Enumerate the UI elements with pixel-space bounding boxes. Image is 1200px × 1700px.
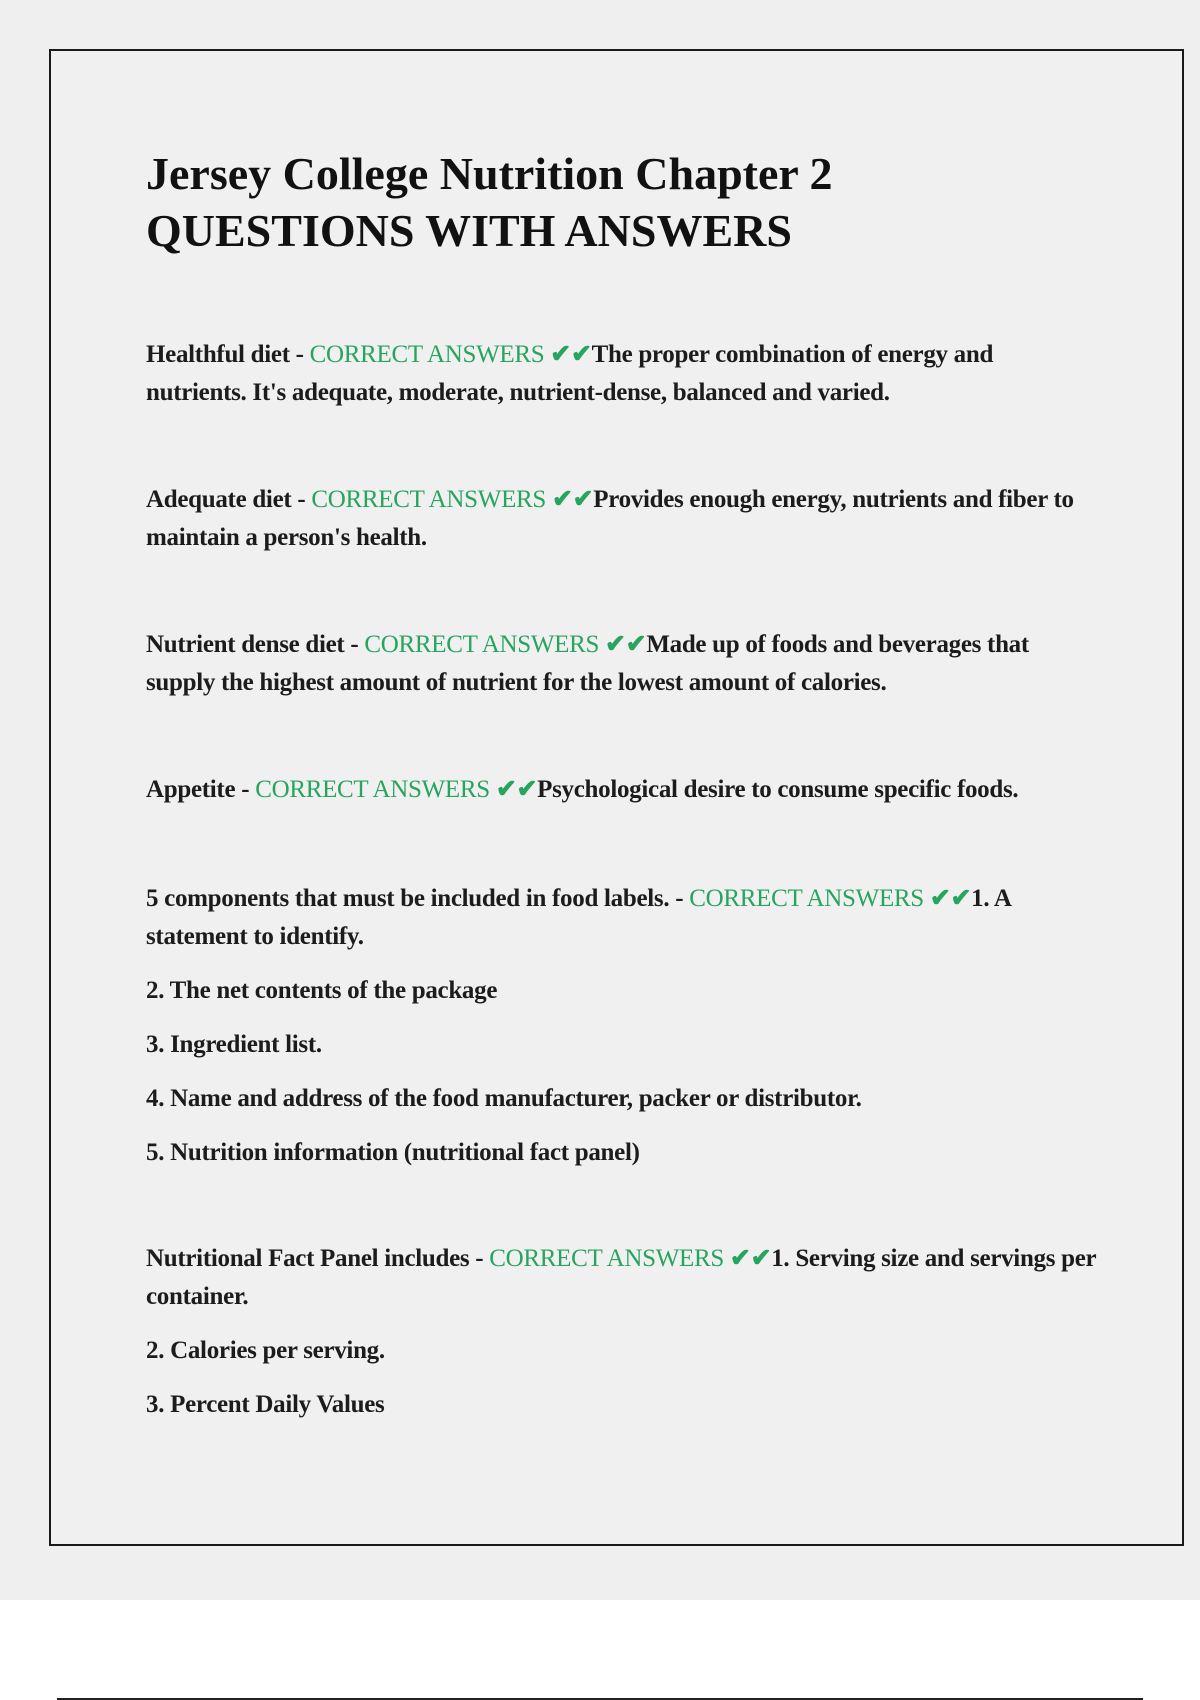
qa-item [146,336,1096,412]
checkmark-icon: ✔✔ [929,885,972,912]
list-item: 4. Name and address of the food manufacturer, packer or distributor. [146,1085,862,1112]
qa-answer: Psychological desire to consume specific foods. [537,776,1019,803]
qa-answer: Made up of foods and beverages that supply the highest amount of nutrient for the lowest amount of calories. [146,631,1029,696]
qa-item [146,771,1096,809]
checkmark-icon: ✔✔ [729,1245,772,1272]
qa-item [146,1240,1096,1424]
qa-separator: - [669,885,690,912]
title-line-2: QUESTIONS WITH ANSWERS [146,205,792,256]
correct-answers-label: CORRECT ANSWERS [364,631,600,658]
qa-term: Nutritional Fact Panel includes [146,1245,470,1272]
correct-answers-label: CORRECT ANSWERS [311,486,547,513]
qa-separator: - [344,631,365,658]
qa-separator: - [469,1245,490,1272]
qa-answer: 1. Serving size and servings per container. [146,1245,1096,1310]
correct-answers-label: CORRECT ANSWERS [255,776,490,803]
qa-term: Healthful diet [146,341,290,368]
qa-term: 5 components that must be included in food labels. [146,885,670,912]
qa-answer: 1. A statement to identify. [146,885,1011,950]
correct-answers-label: CORRECT ANSWERS [489,1245,724,1272]
correct-answers-label: CORRECT ANSWERS [689,885,924,912]
qa-item [146,626,1096,702]
document-title [146,145,1046,259]
checkmark-icon: ✔✔ [551,486,594,513]
qa-answer: The proper combination of energy and nutrients. It's adequate, moderate, nutrient-dense, balanced and varied. [146,341,994,406]
qa-separator: - [235,776,256,803]
checkmark-icon: ✔✔ [605,631,647,658]
page-footer-area [0,1600,1200,1700]
list-item: 3. Percent Daily Values [146,1391,385,1418]
qa-term: Nutrient dense diet [146,631,345,658]
checkmark-icon: ✔✔ [550,341,592,368]
qa-term: Appetite [146,776,236,803]
title-line-1: Jersey College Nutrition Chapter 2 [146,148,833,199]
qa-separator: - [289,341,310,368]
list-item: 2. Calories per serving. [146,1337,385,1364]
qa-item [146,481,1096,557]
correct-answers-label: CORRECT ANSWERS [309,341,545,368]
qa-answer: Provides enough energy, nutrients and fiber to maintain a person's health. [146,486,1074,551]
qa-term: Adequate diet [146,486,292,513]
list-item: 2. The net contents of the package [146,977,498,1004]
list-item: 5. Nutrition information (nutritional fact panel) [146,1139,640,1166]
list-item: 3. Ingredient list. [146,1031,322,1058]
qa-item [146,880,1096,1172]
qa-separator: - [291,486,312,513]
checkmark-icon: ✔✔ [495,776,538,803]
